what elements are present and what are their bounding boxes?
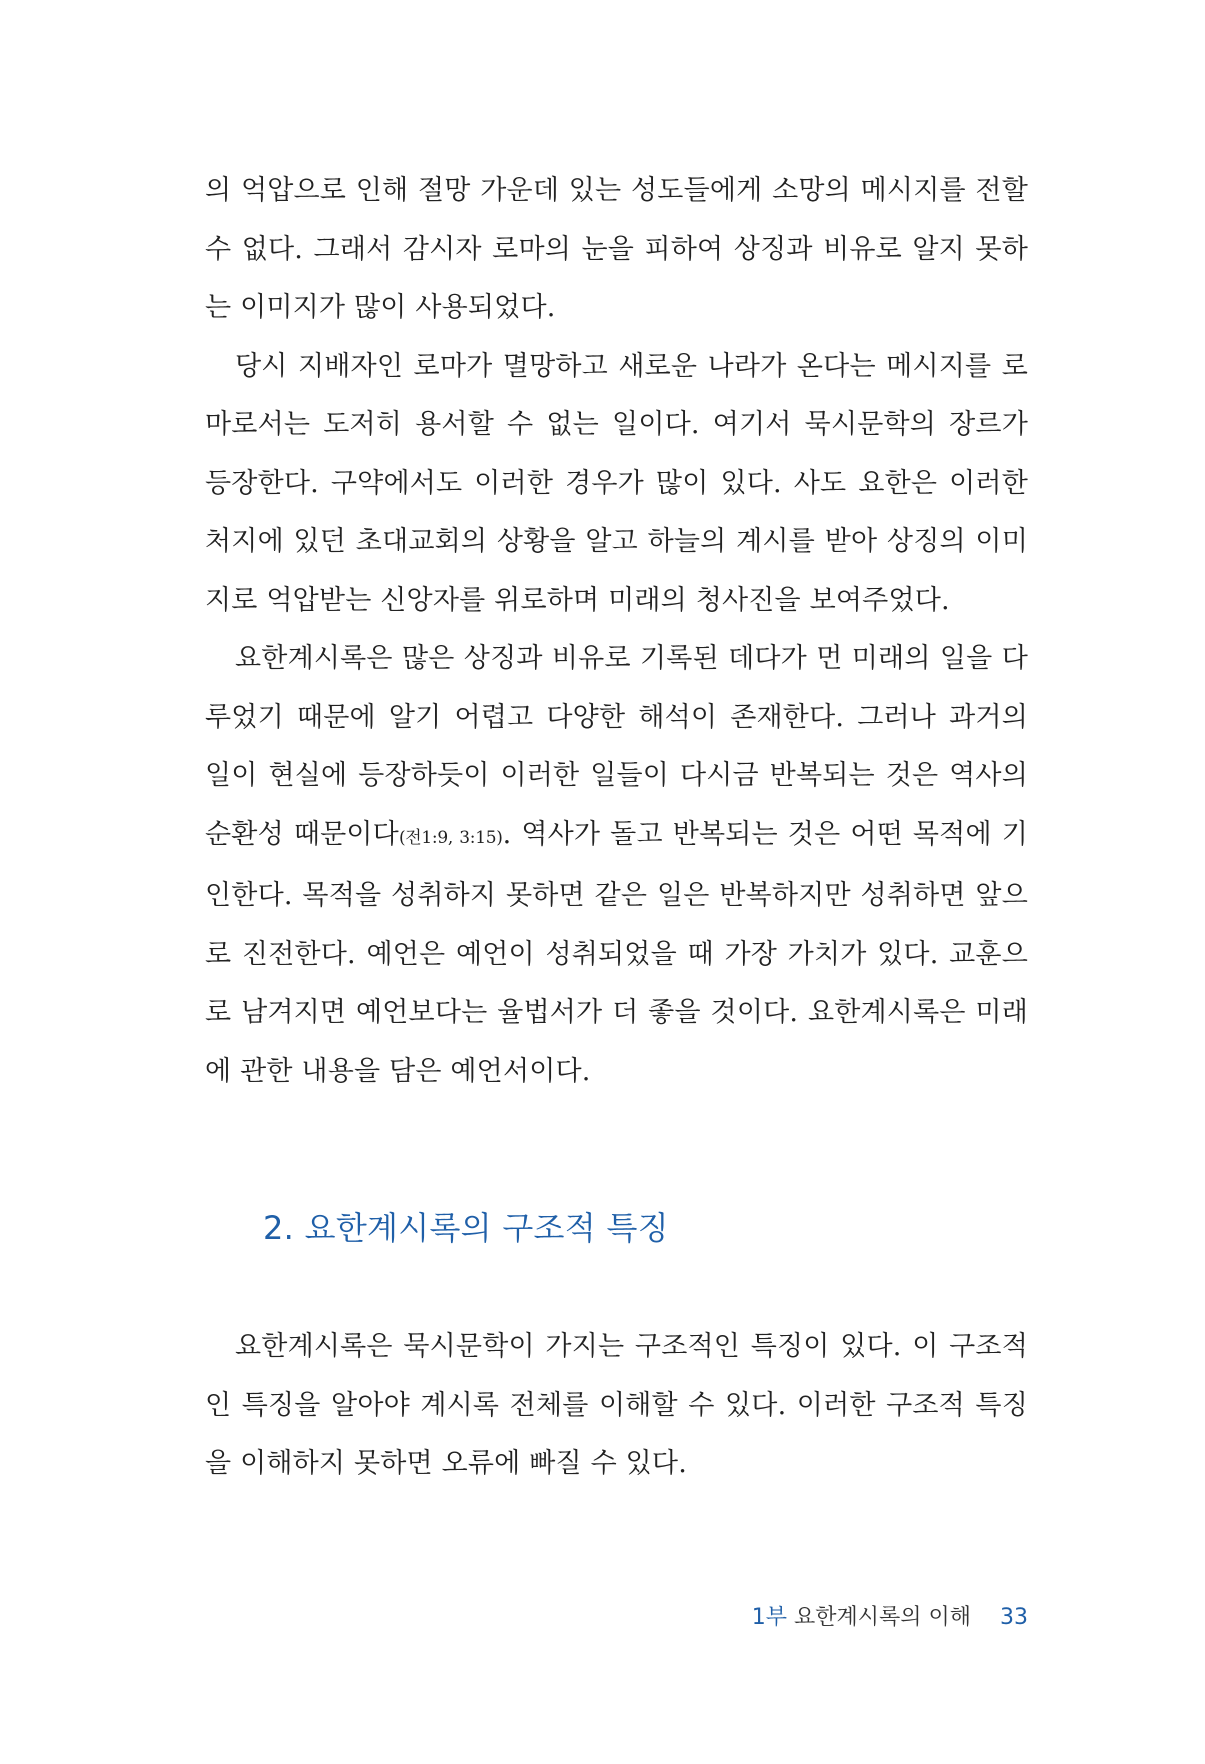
section-2-text (205, 1318, 1028, 1494)
paragraph-2: 당시 지배자인 로마가 멸망하고 새로운 나라가 온다는 메시지를 로마로서는 도저히 용서할 수 없는 일이다. 여기서 묵시문학의 장르가 등장한다. 구약에서도 이러한 경우가 많이 있다. 사도 요한은 이러한 처지에 있던 초대교회의 상황을 알고 하늘의 계시를 받아 상징의 이미지로 억압받는 신앙자를 위로하며 미래의 청사진을 보여주었다. (205, 350, 1028, 616)
scripture-reference: (전1:9, 3:15) (398, 827, 503, 848)
section-heading: 2. 요한계시록의 구조적 특징 (263, 1209, 669, 1247)
footer-part-label: 1부 (751, 1605, 787, 1630)
paragraph-1: 의 억압으로 인해 절망 가운데 있는 성도들에게 소망의 메시지를 전할 수 없다. 그래서 감시자 로마의 눈을 피하여 상징과 비유로 알지 못하는 이미지가 많이 사용되었다. (205, 175, 1028, 323)
section-2-paragraph-1: 요한계시록은 묵시문학이 가지는 구조적인 특징이 있다. 이 구조적인 특징을 알아야 계시록 전체를 이해할 수 있다. 이러한 구조적 특징을 이해하지 못하면 오류에 빠질 수 있다. (205, 1331, 1028, 1479)
page-footer (752, 1600, 1028, 1631)
page-number: 33 (1000, 1605, 1028, 1630)
footer-title: 요한계시록의 이해 (793, 1605, 971, 1630)
paragraph-3-part-b: . 역사가 돌고 반복되는 것은 어떤 목적에 기인한다. 목적을 성취하지 못하면 같은 일은 반복하지만 성취하면 앞으로 진전한다. 예언은 예언이 성취되었을 때 가장 가치가 있다. 교훈으로 남겨지면 예언보다는 율법서가 더 좋을 것이다. 요한계시록은 미래에 관한 내용을 담은 예언서이다. (205, 818, 1028, 1087)
paragraph-3-part-a: 요한계시록은 많은 상징과 비유로 기록된 데다가 먼 미래의 일을 다루었기 때문에 알기 어렵고 다양한 해석이 존재한다. 그러나 과거의 일이 현실에 등장하듯이 이러한 일들이 다시금 반복되는 것은 역사의 순환성 때문이다 (205, 643, 1028, 850)
body-text (205, 162, 1028, 1101)
paragraph-3 (205, 630, 1028, 1101)
